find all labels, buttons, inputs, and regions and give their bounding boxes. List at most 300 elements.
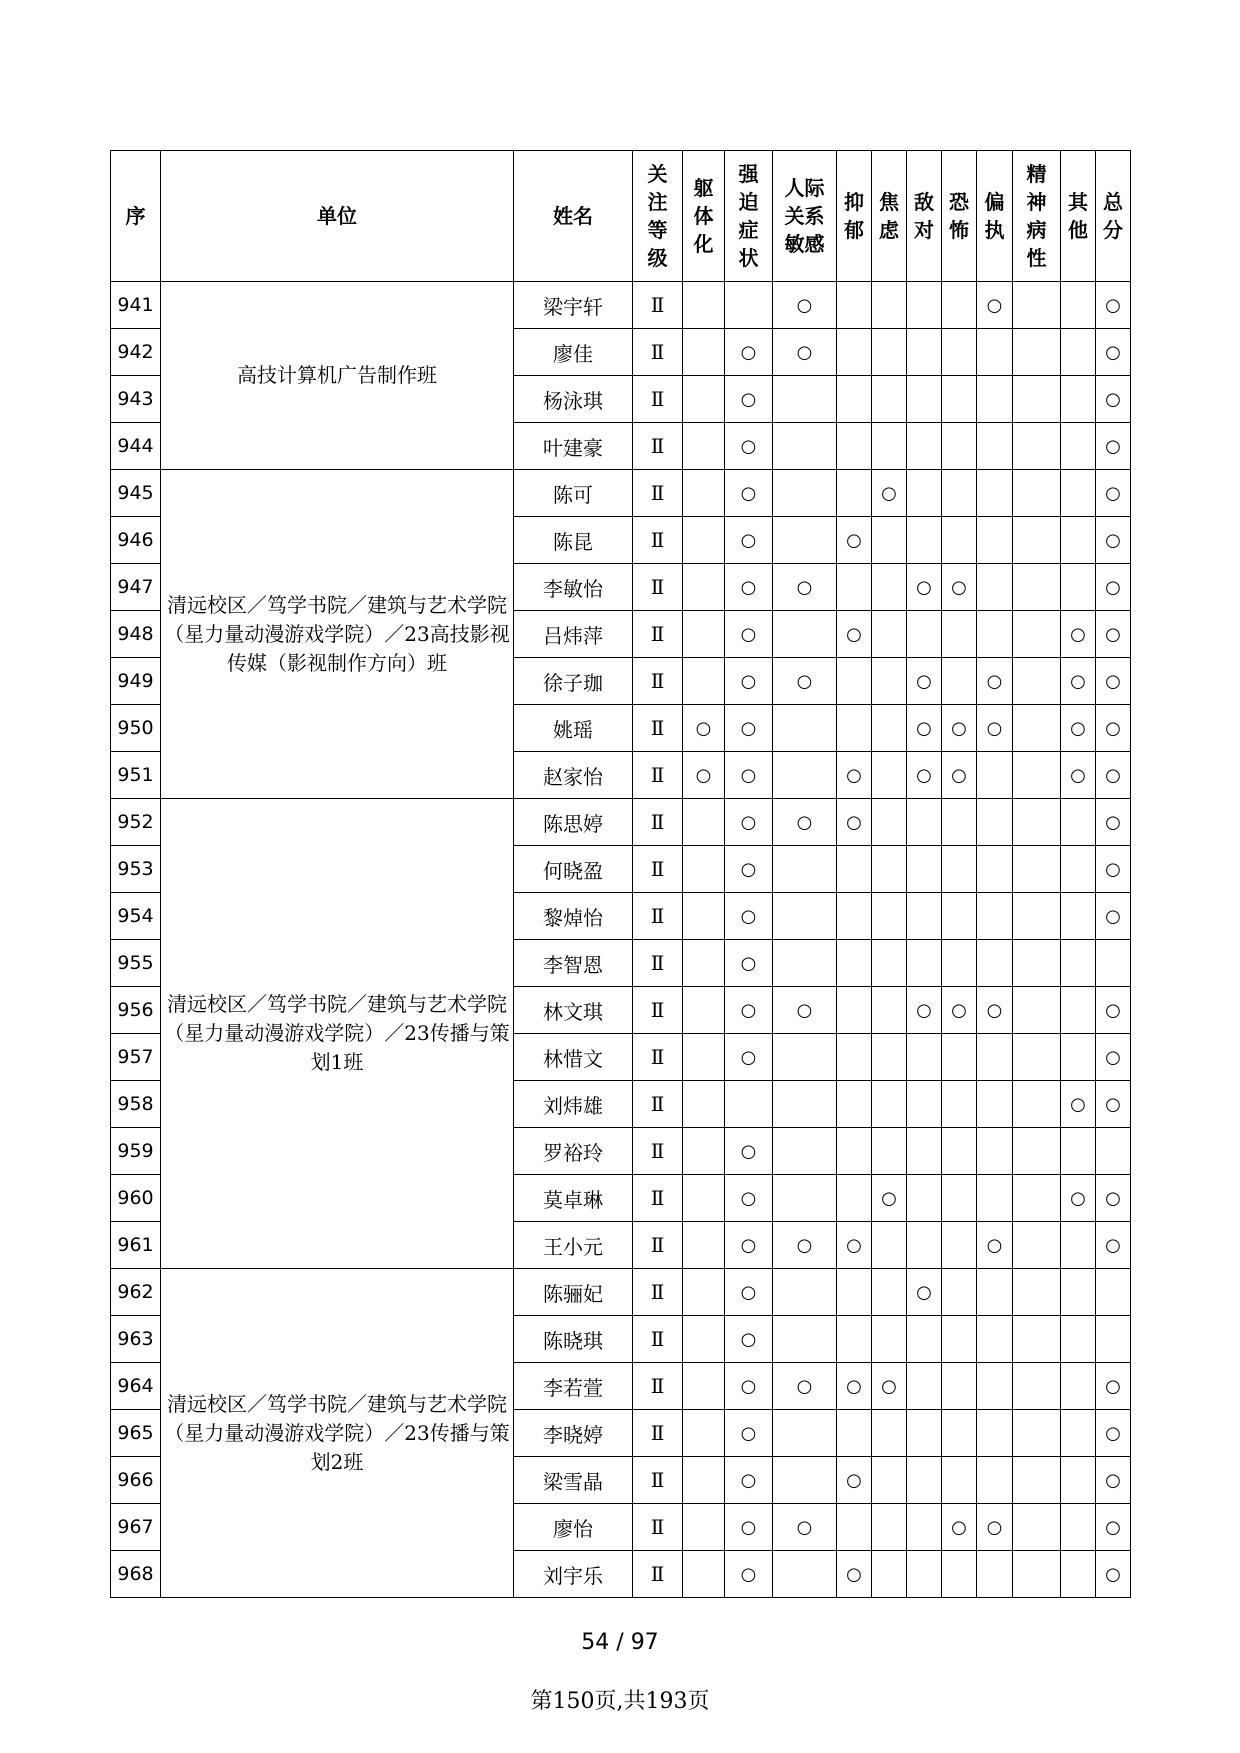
indicator-cell bbox=[1061, 846, 1096, 893]
indicator-cell bbox=[1096, 1128, 1131, 1175]
indicator-cell bbox=[683, 1034, 725, 1081]
indicator-cell bbox=[1061, 1551, 1096, 1598]
indicator-cell bbox=[1096, 940, 1131, 987]
indicator-cell: ○ bbox=[725, 752, 773, 799]
indicator-cell: ○ bbox=[1096, 470, 1131, 517]
indicator-cell bbox=[683, 1222, 725, 1269]
indicator-cell bbox=[907, 846, 942, 893]
indicator-cell bbox=[773, 1081, 837, 1128]
indicator-cell bbox=[942, 470, 977, 517]
indicator-cell: ○ bbox=[725, 1457, 773, 1504]
student-name: 梁宇轩 bbox=[514, 282, 633, 329]
indicator-cell: ○ bbox=[725, 611, 773, 658]
indicator-cell bbox=[837, 846, 872, 893]
indicator-cell bbox=[907, 1410, 942, 1457]
indicator-cell bbox=[1013, 658, 1061, 705]
indicator-cell bbox=[942, 893, 977, 940]
unit-cell: 清远校区／笃学书院／建筑与艺术学院（星力量动漫游戏学院）／23传播与策划2班 bbox=[161, 1269, 514, 1598]
indicator-cell bbox=[1061, 1128, 1096, 1175]
row-seq: 952 bbox=[111, 799, 161, 846]
header-ocd: 强 迫 症 状 bbox=[725, 151, 773, 282]
indicator-cell: ○ bbox=[725, 846, 773, 893]
student-name: 廖佳 bbox=[514, 329, 633, 376]
row-seq: 963 bbox=[111, 1316, 161, 1363]
indicator-cell bbox=[872, 517, 907, 564]
indicator-cell bbox=[683, 1551, 725, 1598]
indicator-cell: ○ bbox=[725, 423, 773, 470]
indicator-cell bbox=[1061, 1316, 1096, 1363]
indicator-cell: ○ bbox=[725, 1504, 773, 1551]
indicator-cell bbox=[872, 1034, 907, 1081]
indicator-cell bbox=[872, 752, 907, 799]
indicator-cell bbox=[942, 846, 977, 893]
indicator-cell bbox=[872, 1128, 907, 1175]
row-seq: 945 bbox=[111, 470, 161, 517]
row-seq: 964 bbox=[111, 1363, 161, 1410]
attention-level: Ⅱ bbox=[633, 1410, 683, 1457]
indicator-cell bbox=[1061, 470, 1096, 517]
indicator-cell bbox=[872, 329, 907, 376]
student-name: 陈可 bbox=[514, 470, 633, 517]
indicator-cell: ○ bbox=[872, 470, 907, 517]
indicator-cell bbox=[683, 517, 725, 564]
indicator-cell: ○ bbox=[907, 1269, 942, 1316]
indicator-cell bbox=[1013, 1034, 1061, 1081]
indicator-cell bbox=[773, 940, 837, 987]
indicator-cell: ○ bbox=[872, 1363, 907, 1410]
indicator-cell bbox=[1013, 1175, 1061, 1222]
indicator-cell: ○ bbox=[977, 658, 1013, 705]
attention-level: Ⅱ bbox=[633, 611, 683, 658]
indicator-cell bbox=[837, 940, 872, 987]
student-name: 廖怡 bbox=[514, 1504, 633, 1551]
indicator-cell bbox=[837, 470, 872, 517]
indicator-cell: ○ bbox=[1096, 517, 1131, 564]
indicator-cell bbox=[837, 1269, 872, 1316]
indicator-cell: ○ bbox=[725, 1363, 773, 1410]
attention-level: Ⅱ bbox=[633, 1081, 683, 1128]
indicator-cell: ○ bbox=[977, 1222, 1013, 1269]
indicator-cell: ○ bbox=[1096, 1457, 1131, 1504]
indicator-cell bbox=[872, 611, 907, 658]
row-seq: 968 bbox=[111, 1551, 161, 1598]
indicator-cell bbox=[837, 376, 872, 423]
indicator-cell bbox=[1013, 799, 1061, 846]
indicator-cell bbox=[907, 470, 942, 517]
indicator-cell: ○ bbox=[1096, 705, 1131, 752]
indicator-cell bbox=[1013, 1316, 1061, 1363]
indicator-cell: ○ bbox=[1096, 329, 1131, 376]
indicator-cell: ○ bbox=[1061, 1081, 1096, 1128]
student-name: 何晓盈 bbox=[514, 846, 633, 893]
attention-level: Ⅱ bbox=[633, 282, 683, 329]
indicator-cell bbox=[907, 282, 942, 329]
indicator-cell bbox=[1061, 1363, 1096, 1410]
indicator-cell bbox=[837, 1504, 872, 1551]
table-header-row bbox=[111, 151, 1131, 282]
student-name: 叶建豪 bbox=[514, 423, 633, 470]
attention-level: Ⅱ bbox=[633, 893, 683, 940]
row-seq: 950 bbox=[111, 705, 161, 752]
header-depression: 抑 郁 bbox=[837, 151, 872, 282]
row-seq: 949 bbox=[111, 658, 161, 705]
indicator-cell bbox=[683, 329, 725, 376]
indicator-cell: ○ bbox=[907, 752, 942, 799]
indicator-cell: ○ bbox=[1096, 376, 1131, 423]
screening-table bbox=[110, 150, 1131, 1598]
attention-level: Ⅱ bbox=[633, 329, 683, 376]
unit-cell: 清远校区／笃学书院／建筑与艺术学院（星力量动漫游戏学院）／23高技影视传媒（影视制作方向）班 bbox=[161, 470, 514, 799]
indicator-cell: ○ bbox=[977, 987, 1013, 1034]
indicator-cell bbox=[907, 1504, 942, 1551]
indicator-cell bbox=[872, 846, 907, 893]
indicator-cell bbox=[773, 1551, 837, 1598]
indicator-cell bbox=[1061, 376, 1096, 423]
student-name: 林文琪 bbox=[514, 987, 633, 1034]
indicator-cell bbox=[942, 282, 977, 329]
indicator-cell bbox=[683, 376, 725, 423]
indicator-cell bbox=[872, 564, 907, 611]
indicator-cell bbox=[942, 517, 977, 564]
indicator-cell: ○ bbox=[725, 1034, 773, 1081]
indicator-cell bbox=[1013, 846, 1061, 893]
indicator-cell bbox=[907, 1034, 942, 1081]
indicator-cell bbox=[907, 799, 942, 846]
indicator-cell bbox=[683, 940, 725, 987]
indicator-cell: ○ bbox=[837, 1363, 872, 1410]
indicator-cell bbox=[872, 1081, 907, 1128]
indicator-cell bbox=[773, 1457, 837, 1504]
indicator-cell bbox=[872, 1316, 907, 1363]
student-name: 李若萱 bbox=[514, 1363, 633, 1410]
indicator-cell bbox=[1013, 940, 1061, 987]
indicator-cell bbox=[773, 846, 837, 893]
indicator-cell bbox=[773, 1316, 837, 1363]
indicator-cell bbox=[907, 940, 942, 987]
indicator-cell bbox=[977, 611, 1013, 658]
row-seq: 966 bbox=[111, 1457, 161, 1504]
unit-cell: 清远校区／笃学书院／建筑与艺术学院（星力量动漫游戏学院）／23传播与策划1班 bbox=[161, 799, 514, 1269]
indicator-cell: ○ bbox=[725, 940, 773, 987]
row-seq: 954 bbox=[111, 893, 161, 940]
student-name: 赵家怡 bbox=[514, 752, 633, 799]
indicator-cell bbox=[872, 376, 907, 423]
indicator-cell bbox=[773, 376, 837, 423]
indicator-cell: ○ bbox=[1096, 611, 1131, 658]
indicator-cell: ○ bbox=[942, 1504, 977, 1551]
student-name: 黎焯怡 bbox=[514, 893, 633, 940]
indicator-cell bbox=[872, 799, 907, 846]
indicator-cell bbox=[1013, 893, 1061, 940]
indicator-cell bbox=[837, 1081, 872, 1128]
student-name: 莫卓琳 bbox=[514, 1175, 633, 1222]
indicator-cell bbox=[942, 1034, 977, 1081]
indicator-cell bbox=[907, 1363, 942, 1410]
indicator-cell bbox=[942, 1128, 977, 1175]
indicator-cell bbox=[773, 611, 837, 658]
indicator-cell bbox=[942, 611, 977, 658]
header-hostility: 敌 对 bbox=[907, 151, 942, 282]
indicator-cell bbox=[773, 752, 837, 799]
indicator-cell: ○ bbox=[837, 517, 872, 564]
indicator-cell bbox=[942, 423, 977, 470]
attention-level: Ⅱ bbox=[633, 658, 683, 705]
indicator-cell bbox=[942, 799, 977, 846]
indicator-cell: ○ bbox=[725, 1269, 773, 1316]
indicator-cell bbox=[942, 329, 977, 376]
header-somatization: 躯 体 化 bbox=[683, 151, 725, 282]
indicator-cell bbox=[872, 423, 907, 470]
indicator-cell bbox=[837, 329, 872, 376]
indicator-cell bbox=[907, 517, 942, 564]
student-name: 陈思婷 bbox=[514, 799, 633, 846]
indicator-cell bbox=[1013, 752, 1061, 799]
indicator-cell bbox=[683, 893, 725, 940]
attention-level: Ⅱ bbox=[633, 940, 683, 987]
attention-level: Ⅱ bbox=[633, 376, 683, 423]
indicator-cell: ○ bbox=[1096, 1410, 1131, 1457]
indicator-cell: ○ bbox=[725, 1316, 773, 1363]
indicator-cell bbox=[977, 799, 1013, 846]
indicator-cell bbox=[1013, 1410, 1061, 1457]
indicator-cell bbox=[683, 846, 725, 893]
student-name: 陈昆 bbox=[514, 517, 633, 564]
indicator-cell bbox=[683, 1128, 725, 1175]
attention-level: Ⅱ bbox=[633, 1457, 683, 1504]
student-name: 梁雪晶 bbox=[514, 1457, 633, 1504]
indicator-cell: ○ bbox=[683, 705, 725, 752]
indicator-cell bbox=[837, 1175, 872, 1222]
indicator-cell bbox=[977, 1410, 1013, 1457]
indicator-cell bbox=[942, 1081, 977, 1128]
table-row bbox=[111, 470, 1131, 517]
student-name: 罗裕玲 bbox=[514, 1128, 633, 1175]
attention-level: Ⅱ bbox=[633, 1363, 683, 1410]
student-name: 姚瑶 bbox=[514, 705, 633, 752]
attention-level: Ⅱ bbox=[633, 799, 683, 846]
indicator-cell: ○ bbox=[907, 564, 942, 611]
table-row bbox=[111, 282, 1131, 329]
indicator-cell bbox=[837, 1128, 872, 1175]
indicator-cell bbox=[837, 658, 872, 705]
student-name: 陈晓琪 bbox=[514, 1316, 633, 1363]
row-seq: 960 bbox=[111, 1175, 161, 1222]
indicator-cell bbox=[942, 1551, 977, 1598]
indicator-cell bbox=[872, 987, 907, 1034]
indicator-cell bbox=[907, 376, 942, 423]
indicator-cell bbox=[942, 1410, 977, 1457]
row-seq: 946 bbox=[111, 517, 161, 564]
attention-level: Ⅱ bbox=[633, 846, 683, 893]
indicator-cell: ○ bbox=[1096, 893, 1131, 940]
page-total: 第150页,共193页 bbox=[530, 1689, 710, 1714]
student-name: 杨泳琪 bbox=[514, 376, 633, 423]
indicator-cell bbox=[683, 1081, 725, 1128]
indicator-cell bbox=[942, 1175, 977, 1222]
indicator-cell bbox=[872, 1551, 907, 1598]
indicator-cell: ○ bbox=[725, 658, 773, 705]
indicator-cell bbox=[773, 1269, 837, 1316]
indicator-cell bbox=[907, 893, 942, 940]
indicator-cell bbox=[977, 1081, 1013, 1128]
indicator-cell bbox=[872, 658, 907, 705]
indicator-cell bbox=[942, 658, 977, 705]
indicator-cell bbox=[977, 376, 1013, 423]
indicator-cell bbox=[837, 705, 872, 752]
indicator-cell bbox=[773, 423, 837, 470]
indicator-cell bbox=[683, 799, 725, 846]
indicator-cell bbox=[1013, 423, 1061, 470]
indicator-cell: ○ bbox=[1096, 1551, 1131, 1598]
row-seq: 956 bbox=[111, 987, 161, 1034]
page-counter: 54 / 97 bbox=[581, 1630, 659, 1655]
indicator-cell: ○ bbox=[683, 752, 725, 799]
indicator-cell bbox=[872, 282, 907, 329]
indicator-cell bbox=[1013, 1269, 1061, 1316]
table-row bbox=[111, 1269, 1131, 1316]
indicator-cell: ○ bbox=[837, 752, 872, 799]
indicator-cell bbox=[1013, 517, 1061, 564]
indicator-cell: ○ bbox=[773, 1222, 837, 1269]
student-name: 王小元 bbox=[514, 1222, 633, 1269]
indicator-cell bbox=[977, 1269, 1013, 1316]
indicator-cell: ○ bbox=[1096, 1363, 1131, 1410]
row-seq: 962 bbox=[111, 1269, 161, 1316]
row-seq: 957 bbox=[111, 1034, 161, 1081]
indicator-cell bbox=[837, 987, 872, 1034]
header-seq: 序 bbox=[111, 151, 161, 282]
indicator-cell: ○ bbox=[942, 705, 977, 752]
indicator-cell bbox=[1013, 987, 1061, 1034]
indicator-cell bbox=[872, 1410, 907, 1457]
indicator-cell bbox=[1061, 564, 1096, 611]
row-seq: 955 bbox=[111, 940, 161, 987]
indicator-cell bbox=[977, 329, 1013, 376]
indicator-cell: ○ bbox=[1096, 846, 1131, 893]
table-body bbox=[111, 282, 1131, 1598]
indicator-cell bbox=[1061, 517, 1096, 564]
indicator-cell: ○ bbox=[837, 799, 872, 846]
indicator-cell bbox=[773, 517, 837, 564]
table-row bbox=[111, 799, 1131, 846]
indicator-cell: ○ bbox=[977, 705, 1013, 752]
indicator-cell: ○ bbox=[773, 282, 837, 329]
indicator-cell: ○ bbox=[725, 799, 773, 846]
indicator-cell bbox=[1061, 1269, 1096, 1316]
indicator-cell: ○ bbox=[725, 470, 773, 517]
indicator-cell: ○ bbox=[1061, 658, 1096, 705]
indicator-cell: ○ bbox=[1096, 1222, 1131, 1269]
attention-level: Ⅱ bbox=[633, 1222, 683, 1269]
indicator-cell bbox=[1013, 329, 1061, 376]
indicator-cell bbox=[773, 893, 837, 940]
attention-level: Ⅱ bbox=[633, 423, 683, 470]
header-other: 其 他 bbox=[1061, 151, 1096, 282]
indicator-cell bbox=[683, 987, 725, 1034]
indicator-cell: ○ bbox=[942, 987, 977, 1034]
indicator-cell bbox=[1013, 611, 1061, 658]
row-seq: 953 bbox=[111, 846, 161, 893]
indicator-cell bbox=[773, 1034, 837, 1081]
indicator-cell bbox=[837, 1410, 872, 1457]
indicator-cell bbox=[977, 846, 1013, 893]
indicator-cell bbox=[942, 1363, 977, 1410]
header-anxiety: 焦 虑 bbox=[872, 151, 907, 282]
indicator-cell: ○ bbox=[725, 1551, 773, 1598]
attention-level: Ⅱ bbox=[633, 1034, 683, 1081]
student-name: 吕炜萍 bbox=[514, 611, 633, 658]
indicator-cell: ○ bbox=[837, 1551, 872, 1598]
indicator-cell bbox=[1013, 1363, 1061, 1410]
indicator-cell: ○ bbox=[725, 376, 773, 423]
attention-level: Ⅱ bbox=[633, 1175, 683, 1222]
indicator-cell bbox=[907, 329, 942, 376]
row-seq: 951 bbox=[111, 752, 161, 799]
indicator-cell bbox=[1013, 1222, 1061, 1269]
indicator-cell bbox=[942, 1269, 977, 1316]
indicator-cell: ○ bbox=[977, 282, 1013, 329]
indicator-cell: ○ bbox=[1096, 752, 1131, 799]
indicator-cell bbox=[1096, 1269, 1131, 1316]
indicator-cell bbox=[942, 1316, 977, 1363]
indicator-cell bbox=[907, 1128, 942, 1175]
indicator-cell bbox=[977, 1316, 1013, 1363]
indicator-cell: ○ bbox=[872, 1175, 907, 1222]
indicator-cell: ○ bbox=[837, 611, 872, 658]
indicator-cell: ○ bbox=[907, 705, 942, 752]
indicator-cell bbox=[1013, 1081, 1061, 1128]
indicator-cell bbox=[837, 423, 872, 470]
student-name: 李智恩 bbox=[514, 940, 633, 987]
indicator-cell bbox=[1013, 564, 1061, 611]
indicator-cell bbox=[683, 1410, 725, 1457]
indicator-cell: ○ bbox=[977, 1504, 1013, 1551]
row-seq: 965 bbox=[111, 1410, 161, 1457]
header-unit: 单位 bbox=[161, 151, 514, 282]
indicator-cell bbox=[1013, 470, 1061, 517]
indicator-cell bbox=[725, 1081, 773, 1128]
indicator-cell: ○ bbox=[837, 1457, 872, 1504]
attention-level: Ⅱ bbox=[633, 564, 683, 611]
indicator-cell: ○ bbox=[725, 564, 773, 611]
indicator-cell bbox=[1061, 893, 1096, 940]
indicator-cell bbox=[837, 282, 872, 329]
row-seq: 943 bbox=[111, 376, 161, 423]
indicator-cell bbox=[1013, 282, 1061, 329]
row-seq: 961 bbox=[111, 1222, 161, 1269]
indicator-cell: ○ bbox=[1096, 564, 1131, 611]
indicator-cell: ○ bbox=[1096, 1175, 1131, 1222]
indicator-cell bbox=[837, 1316, 872, 1363]
indicator-cell bbox=[837, 564, 872, 611]
indicator-cell bbox=[977, 1363, 1013, 1410]
indicator-cell: ○ bbox=[773, 1363, 837, 1410]
indicator-cell: ○ bbox=[1096, 1504, 1131, 1551]
indicator-cell bbox=[683, 282, 725, 329]
header-level: 关 注 等 级 bbox=[633, 151, 683, 282]
indicator-cell bbox=[872, 705, 907, 752]
attention-level: Ⅱ bbox=[633, 1551, 683, 1598]
indicator-cell bbox=[907, 1081, 942, 1128]
indicator-cell: ○ bbox=[773, 799, 837, 846]
indicator-cell bbox=[872, 940, 907, 987]
attention-level: Ⅱ bbox=[633, 1316, 683, 1363]
indicator-cell bbox=[977, 1457, 1013, 1504]
student-name: 徐子珈 bbox=[514, 658, 633, 705]
indicator-cell: ○ bbox=[725, 705, 773, 752]
indicator-cell bbox=[683, 1175, 725, 1222]
indicator-cell bbox=[773, 470, 837, 517]
